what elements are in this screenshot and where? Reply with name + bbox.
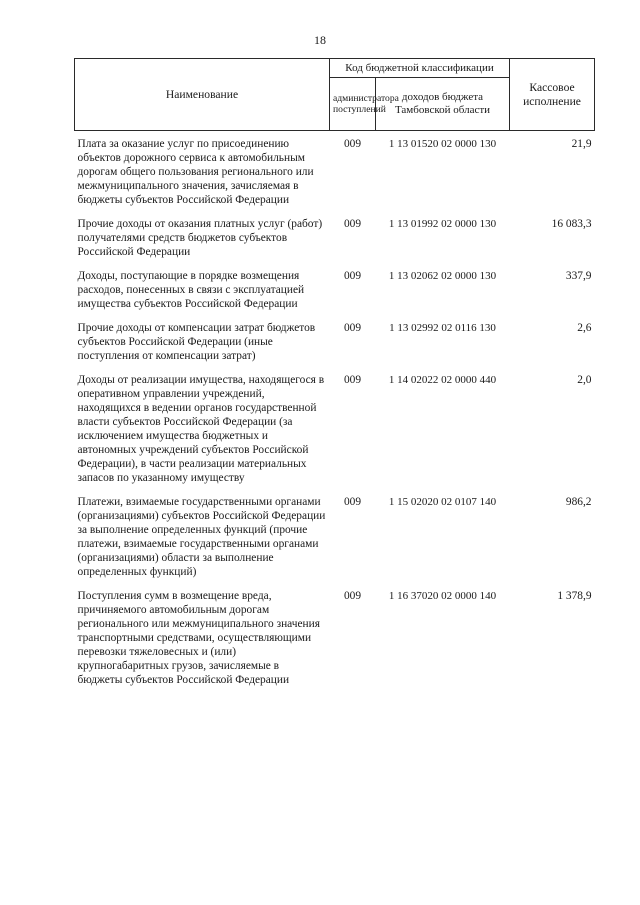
table-row	[75, 131, 595, 212]
table-row	[75, 489, 595, 583]
row-amount: 21,9	[571, 138, 592, 150]
row-name: Поступления сумм в возмещение вреда, причиняемого автомобильным дорогам регионального или межмуниципального значения транспортными средствами, осуществляющими перевозки тяжеловесных и (или) крупногабаритных грузов, зачисляемые в бюджеты субъектов Российской Федерации	[77, 590, 320, 686]
header-administrator: администратора поступлений	[330, 78, 376, 131]
row-administrator-code: 009	[343, 138, 362, 150]
row-name: Плата за оказание услуг по присоединению объектов дорожного сервиса к автомобильным дорогам общего пользования регионального или межмуниципального значения, зачисляемая в бюджеты субъектов Российской Федерации	[77, 138, 314, 206]
row-revenue-code: 1 16 37020 02 0000 140	[388, 590, 497, 602]
row-amount: 2,0	[577, 374, 592, 386]
row-revenue-code: 1 13 01520 02 0000 130	[388, 138, 497, 150]
row-administrator-code: 009	[343, 270, 362, 282]
row-administrator-code: 009	[343, 374, 362, 386]
row-name: Прочие доходы от оказания платных услуг (работ) получателями средств бюджетов субъектов Российской Федерации	[77, 218, 323, 258]
revenue-table	[74, 58, 595, 691]
table-row	[75, 583, 595, 691]
row-revenue-code: 1 15 02020 02 0107 140	[388, 496, 497, 508]
header-revenue-code: доходов бюджета Тамбовской области	[376, 78, 510, 131]
row-name: Платежи, взимаемые государственными органами (организациями) субъектов Российской Федерации за выполнение определенных функций (прочие платежи, взимаемые государственными органами (организациями) области за выполнение определенных функций)	[77, 496, 326, 578]
row-administrator-code: 009	[343, 590, 362, 602]
table-row	[75, 315, 595, 367]
row-amount: 1 378,9	[557, 590, 592, 602]
table-row	[75, 367, 595, 489]
table-header	[75, 59, 595, 131]
header-name: Наименование	[75, 59, 330, 131]
table-row	[75, 263, 595, 315]
row-amount: 2,6	[577, 322, 592, 334]
row-amount: 337,9	[565, 270, 592, 282]
row-revenue-code: 1 13 02062 02 0000 130	[388, 270, 497, 282]
table-body	[75, 131, 595, 692]
table-row	[75, 211, 595, 263]
row-administrator-code: 009	[343, 218, 362, 230]
row-revenue-code: 1 13 01992 02 0000 130	[388, 218, 497, 230]
row-name: Прочие доходы от компенсации затрат бюджетов субъектов Российской Федерации (иные поступления от компенсации затрат)	[77, 322, 316, 362]
row-revenue-code: 1 14 02022 02 0000 440	[388, 374, 497, 386]
page-number: 18	[314, 33, 326, 47]
row-amount: 986,2	[565, 496, 592, 508]
row-amount: 16 083,3	[551, 218, 592, 230]
header-amount: Кассовое исполнение	[510, 59, 595, 131]
row-administrator-code: 009	[343, 322, 362, 334]
header-classification: Код бюджетной классификации	[330, 59, 510, 78]
row-name: Доходы от реализации имущества, находящегося в оперативном управлении учреждений, находящихся в ведении органов государственной власти субъектов Российской Федерации (за исключением имущества бюджетных и автономных учреждений субъектов Российской Федерации), в части реализации материальных запасов по указанному имуществу	[77, 374, 325, 484]
row-name: Доходы, поступающие в порядке возмещения расходов, понесенных в связи с эксплуатацией имущества субъектов Российской Федерации	[77, 270, 305, 310]
row-administrator-code: 009	[343, 496, 362, 508]
row-revenue-code: 1 13 02992 02 0116 130	[389, 322, 496, 334]
